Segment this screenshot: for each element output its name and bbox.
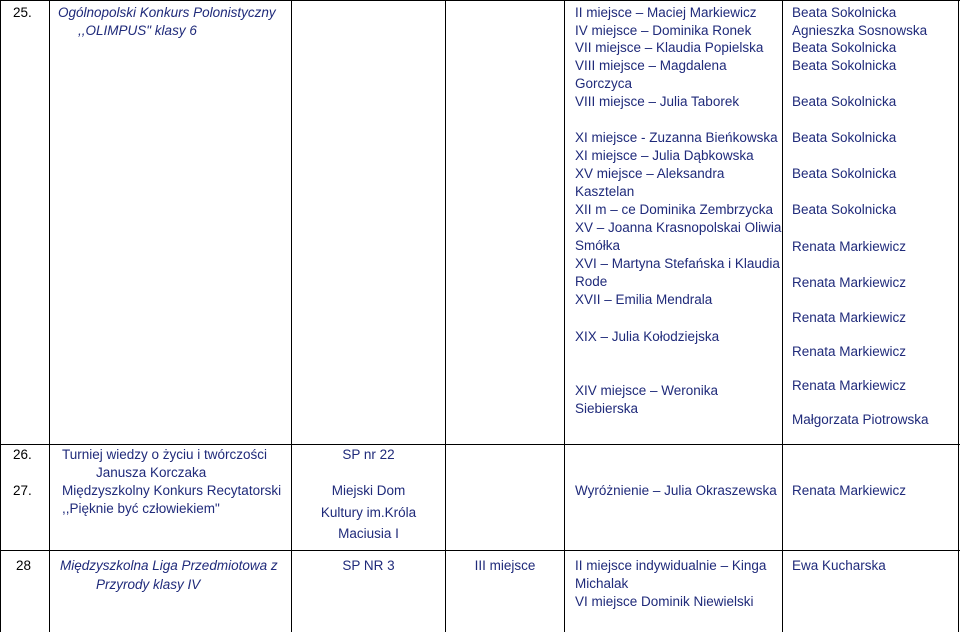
result-line: XIV miejsce – Weronika: [575, 383, 719, 398]
teacher-name: Beata Sokolnicka: [792, 166, 897, 181]
result-line: II miejsce – Maciej Markiewicz: [575, 5, 757, 20]
col-divider-3: [445, 0, 446, 632]
teacher-name: Renata Markiewicz: [792, 378, 907, 393]
competition-title: Ogólnopolski Konkurs Polonistyczny: [58, 5, 276, 20]
teacher-name: Beata Sokolnicka: [792, 40, 897, 55]
result-line: VIII miejsce – Magdalena: [575, 58, 727, 73]
teacher-name: Małgorzata Piotrowska: [792, 412, 929, 427]
teacher-name: Ewa Kucharska: [792, 558, 886, 573]
result-line: IV miejsce – Dominika Ronek: [575, 23, 752, 38]
result-line: VIII miejsce – Julia Taborek: [575, 94, 740, 109]
row-divider-27-28: [0, 550, 960, 551]
result-line: VII miejsce – Klaudia Popielska: [575, 40, 764, 55]
result-line: Smółka: [575, 238, 621, 253]
school-name: SP nr 22: [342, 447, 395, 462]
result-line: XII m – ce Dominika Zembrzycka: [575, 202, 774, 217]
result-line: Rode: [575, 274, 608, 289]
teacher-name: Renata Markiewicz: [792, 483, 907, 498]
row-number: 28: [16, 558, 32, 573]
teacher-name: Beata Sokolnicka: [792, 5, 897, 20]
result-line: Kasztelan: [575, 184, 635, 199]
teacher-name: Agnieszka Sosnowska: [792, 23, 928, 38]
table-border-left: [0, 0, 1, 632]
teacher-name: Beata Sokolnicka: [792, 58, 897, 73]
row-divider-25-26: [0, 444, 960, 445]
result-line: XI miejsce - Zuzanna Bieńkowska: [575, 130, 778, 145]
teacher-name: Renata Markiewicz: [792, 344, 907, 359]
school-name: Miejski Dom: [331, 483, 406, 498]
competition-title-line2: Janusza Korczaka: [96, 465, 207, 480]
result-line: Wyróżnienie – Julia Okraszewska: [575, 483, 777, 498]
result-line: XI miejsce – Julia Dąbkowska: [575, 148, 754, 163]
result-line: XVII – Emilia Mendrala: [575, 292, 713, 307]
team-place: III miejsce: [474, 558, 536, 573]
result-line: XV miejsce – Aleksandra: [575, 166, 725, 181]
teacher-name: Beata Sokolnicka: [792, 94, 897, 109]
result-line: Siebierska: [575, 401, 639, 416]
col-divider-5: [782, 0, 783, 632]
table-border-top: [0, 0, 960, 1]
table-border-right: [958, 0, 959, 632]
result-line: XIX – Julia Kołodziejska: [575, 329, 720, 344]
school-name-line2: Kultury im.Króla: [320, 505, 417, 520]
competition-title: Międzyszkolna Liga Przedmiotowa z: [60, 558, 278, 573]
col-divider-4: [564, 0, 565, 632]
competition-title-line2: Przyrody klasy IV: [96, 577, 201, 592]
result-line: VI miejsce Dominik Niewielski: [575, 594, 754, 609]
competition-title-line2: ,,OLIMPUS" klasy 6: [78, 23, 197, 38]
col-divider-1: [49, 0, 50, 632]
teacher-name: Renata Markiewicz: [792, 239, 907, 254]
teacher-name: Beata Sokolnicka: [792, 130, 897, 145]
competition-title: Turniej wiedzy o życiu i twórczości: [62, 447, 268, 462]
competition-title-line2: ,,Pięknie być człowiekiem": [62, 501, 220, 516]
result-line: Michalak: [575, 576, 629, 591]
row-number: 25.: [13, 5, 32, 20]
teacher-name: Renata Markiewicz: [792, 310, 907, 325]
school-name: SP NR 3: [342, 558, 395, 573]
row-number: 26.: [13, 447, 32, 462]
teacher-name: Beata Sokolnicka: [792, 202, 897, 217]
row-number: 27.: [13, 483, 32, 498]
result-line: XV – Joanna Krasnopolskai Oliwia: [575, 220, 782, 235]
school-name-line3: Maciusia I: [338, 526, 399, 541]
result-line: Gorczyca: [575, 76, 633, 91]
result-line: XVI – Martyna Stefańska i Klaudia: [575, 256, 780, 271]
competition-title: Międzyszkolny Konkurs Recytatorski: [62, 483, 282, 498]
teacher-name: Renata Markiewicz: [792, 275, 907, 290]
result-line: II miejsce indywidualnie – Kinga: [575, 558, 767, 573]
